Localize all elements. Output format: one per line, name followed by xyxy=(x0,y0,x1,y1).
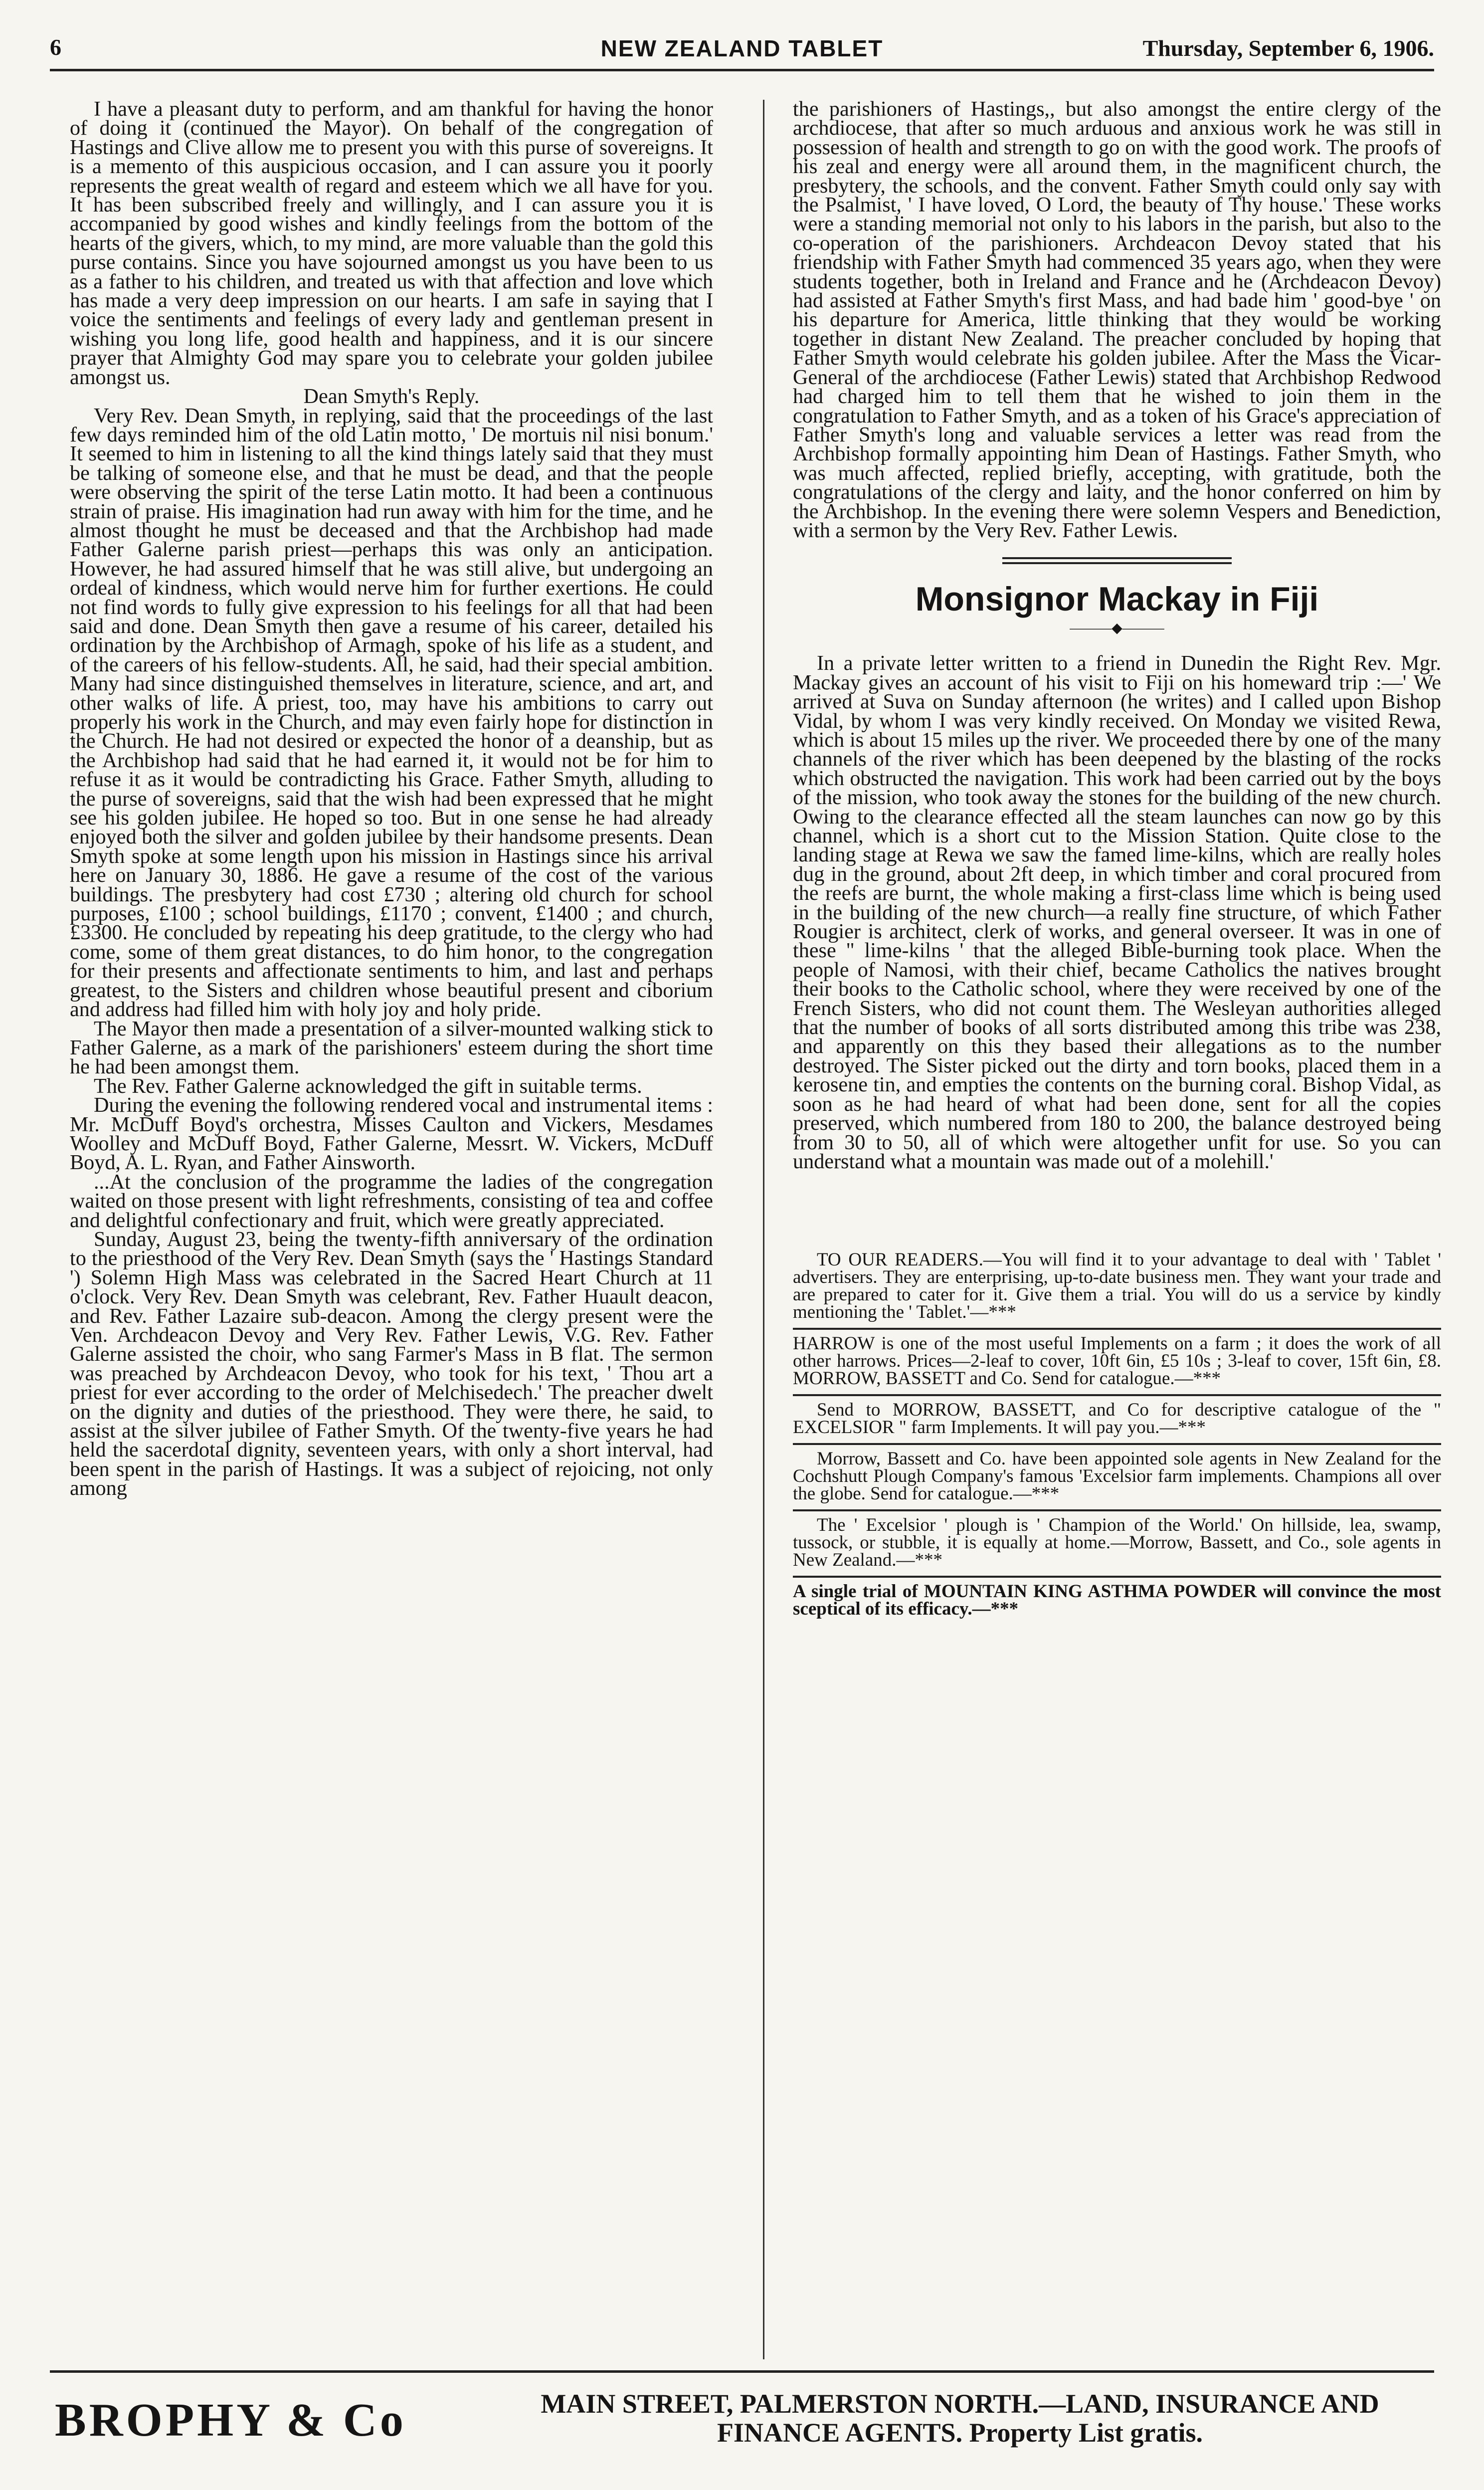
notice-excelsior xyxy=(793,1511,1441,1578)
footer-rule xyxy=(50,2370,1434,2373)
notice-text: Send to MORROW, BASSETT, and Co for descriptive catalogue of the " EXCELSIOR " farm Implements. It will pay you.—*** xyxy=(793,1400,1441,1438)
left-column xyxy=(70,97,713,1500)
notice-text: Morrow, Bassett and Co. have been appointed sole agents in New Zealand for the Cochshutt Plough Company's famous 'Excelsior farm implements. Champions all over the globe. Send for catalogue.—*** xyxy=(793,1449,1441,1504)
advertiser-details: MAIN STREET, PALMERSTON NORTH.—LAND, INSURANCE AND FINANCE AGENTS. Property List gratis. xyxy=(541,2389,1379,2448)
page-number: 6 xyxy=(50,34,61,60)
notice-harrow xyxy=(793,1330,1441,1396)
column-divider xyxy=(763,100,764,2359)
subhead-dean-reply: Dean Smyth's Reply. xyxy=(303,385,480,409)
dean-reply-paragraph: Very Rev. Dean Smyth, in replying, said that the proceedings of the last few days reminded him of the old Latin motto, ' De mortuis nil nisi bonum.' It seemed to him in listening to all the kind things lately said that they must be talking of someone else, and that he must be dead, and that the people were observing the spirit of the terse Latin motto. It had been a continuous strain of praise. His imagination had run away with him for the time, and he almost thought he must be deceased and that the Archbishop had made Father Galerne parish priest—perhaps this was only an anticipation. However, he had assured himself that he was still alive, but undergoing an ordeal of kindness, which would nerve him for further exertions. He could not find words to fully give expression to his feelings for all that had been said and done. Dean Smyth then gave a resume of his career, detailed his ordination by the Archbishop of Armagh, spoke of his life as a student, and of the careers of his fellow-students. All, he said, had their special ambition. Many had since distinguished themselves in literature, science, and art, and other walks of life. A priest, too, may have his ambitions to carry out properly his work in the Church, and may even fairly hope for distinction in the Church. He had not desired or expected the honor of a deanship, but as the Archbishop had said that he had earned it, it would not be for him to refuse it as it would be contradicting his Grace. Father Smyth, alluding to the purse of sovereigns, said that the wish had been expressed that he might see his golden jubilee. He hoped so too. But in one sense he had already enjoyed both the silver and golden jubilee by their handsome presents. Dean Smyth spoke at some length upon his mission in Hastings since his arrival here on January 30, 1886. He gave a resume of the cost of the various buildings. The presbytery had cost £730 ; altering old church for school purposes, £100 ; school buildings, £1170 ; convent, £1400 ; and church, £3300. He concluded by repeating his deep gratitude, to the clergy who had come, some of them great distances, to do him honor, to the congregation for their presents and affectionate sentiments to him, and last and perhaps greatest, to the Sisters and children whose beautiful present and ciborium and address had filled him with holy joy and holy pride. xyxy=(70,404,713,1022)
section-separator xyxy=(1002,557,1232,564)
galerne-thanks-paragraph: The Rev. Father Galerne acknowledged the gift in suitable terms. xyxy=(94,1074,642,1098)
right-column xyxy=(793,97,1441,1625)
notice-agents xyxy=(793,1445,1441,1511)
page-header xyxy=(50,34,1434,74)
refreshments-paragraph: ...At the conclusion of the programme the ladies of the congregation waited on those present with light refreshments, consisting of tea and coffee and delightful confectionary and fruit, which were greatly appreciated. xyxy=(70,1170,713,1232)
jubilee-mass-paragraph: Sunday, August 23, being the twenty-fifth anniversary of the ordination to the priesthood of the Very Rev. Dean Smyth (says the ' Hastings Standard ') Solemn High Mass was celebrated in the Sacred Heart Church at 11 o'clock. Very Rev. Dean Smyth was celebrant, Rev. Father Huault deacon, and Rev. Father Lazaire sub-deacon. Among the clergy present were the Ven. Archdeacon Devoy and Very Rev. Father Lewis, V.G. Rev. Father Galerne assisted the choir, who sang Farmer's Mass in B flat. The sermon was preached by Archdeacon Devoy, who took for his text, ' Thou art a priest for ever according to the order of Melchisedech.' The preacher dwelt on the dignity and duties of the priesthood. They were there, he said, to assist at the silver jubilee of Father Smyth. Of the twenty-five years he had held the sacerdotal dignity, seventeen years, with only a short interval, had been spent in the parish of Hastings. It was a subject of rejoicing, not only among xyxy=(70,1227,713,1500)
evening-items-paragraph: During the evening the following rendered vocal and instrumental items : Mr. McDuff Boyd's orchestra, Misses Caulton and Vickers, Mesdames Woolley and McDuff Boyd, Father Galerne, Messrt. W. Vickers, McDuff Boyd, A. L. Ryan, and Father Ainsworth. xyxy=(70,1093,713,1175)
advertiser-name: BROPHY & Co xyxy=(55,2394,406,2446)
footer-advertisement xyxy=(55,2389,1431,2459)
notice-text: HARROW is one of the most useful Implements on a farm ; it does the work of all other harrows. Prices—2-leaf to cover, 10ft 6in, £5 10s ; 3-leaf to cover, 15ft 6in, £8. MORROW, BASSETT and Co. Send for catalogue.—*** xyxy=(793,1333,1441,1389)
notice-catalogue xyxy=(793,1396,1441,1445)
notice-text: A single trial of MOUNTAIN KING ASTHMA POWDER will convince the most sceptical of its efficacy.—*** xyxy=(793,1581,1441,1620)
article-headline: Monsignor Mackay in Fiji xyxy=(915,580,1319,619)
continuation-paragraph: the parishioners of Hastings,, but also amongst the entire clergy of the archdiocese, that after so much arduous and anxious work he was still in possession of health and strength to go on with the good work. The proofs of his zeal and energy were all around them, in the magnificent church, the presbytery, the schools, and the convent. Father Smyth could only say with the Psalmist, ' I have loved, O Lord, the beauty of Thy house.' These works were a standing memorial not only to his labors in the parish, but also to the co-operation of the parishioners. Archdeacon Devoy stated that his friendship with Father Smyth had commenced 35 years ago, when they were students together, both in Ireland and France and he (Archdeacon Devoy) had assisted at Father Smyth's first Mass, and had bade him ' good-bye ' on his departure for America, little thinking that they would be working together in distant New Zealand. The preacher concluded by hoping that Father Smyth would celebrate his golden jubilee. After the Mass the Vicar-General of the archdiocese (Father Lewis) stated that Archbishop Redwood had charged him to tell them that he wished to join them in the congratulation to Father Smyth, and as a token of his Grace's appreciation of Father Smyth's long and valuable services a letter was read from the Archbishop formally appointing him Dean of Hastings. Father Smyth, who was much affected, replied briefly, accepting, with gratitude, both the congratulations of the clergy and laity, and the honor conferred on him by the Archbishop. In the evening there were solemn Vespers and Benediction, with a sermon by the Very Rev. Father Lewis. xyxy=(793,97,1441,542)
mayor-address-paragraph: I have a pleasant duty to perform, and am thankful for having the honor of doing it (continued the Mayor). On behalf of the congregation of Hastings and Clive allow me to present you with this purse of sovereigns. It is a memento of this auspicious occasion, and I can assure you it poorly represents the great wealth of regard and esteem which we all have for you. It has been subscribed freely and willingly, and I can assure you it is accompanied by good wishes and kindly feelings from the bottom of the hearts of the givers, which, to my mind, are more valuable than the gold this purse contains. Since you have sojourned amongst us you have been to us as a father to his children, and treated us with that affection and love which has made a very deep impression on our hearts. I am safe in saying that I voice the sentiments and feelings of every lady and gentleman present in wishing you long life, good health and happiness, and it is our sincere prayer that Almighty God may spare you to celebrate your golden jubilee amongst us. xyxy=(70,97,713,389)
masthead: NEW ZEALAND TABLET xyxy=(600,35,884,61)
fiji-article-paragraph: In a private letter written to a friend in Dunedin the Right Rev. Mgr. Mackay gives an account of his visit to Fiji on his homeward trip :—' We arrived at Suva on Sunday afternoon (he writes) and I called upon Bishop Vidal, by whom I was very kindly received. On Monday we visited Rewa, which is about 15 miles up the river. We proceeded there by one of the many channels of the river which has been deepened by the blasting of the rocks which obstructed the navigation. This work had been carried out by the boys of the mission, who took away the stones for the building of the new church. Owing to the clearance effected all the steam launches can now go by this channel, which is a short cut to the Mission Station. Quite close to the landing stage at Rewa we saw the famed lime-kilns, which are really holes dug in the ground, about 2ft deep, in which timber and coral procured from the reefs are burnt, the whole making a first-class lime which is being used in the building of the new church—a really fine structure, of which Father Rougier is architect, clerk of works, and general overseer. It was in one of these " lime-kilns ' that the alleged Bible-burning took place. When the people of Namosi, with their chief, became Catholics the natives brought their books to the Catholic school, where they were received by one of the French Sisters, who did not count them. The Wesleyan authorities alleged that the number of books of all sorts distributed among this tribe was 238, and apparently on this they based their allegations as to the number destroyed. The Sister picked out the dirty and torn books, placed them in a kerosene tin, and empties the contents on the burning coral. Bishop Vidal, as soon as he had heard of what had been done, sent for all the copies preserved, which numbered from 180 to 200, the balance destroyed being from 30 to 50, all of which were altogether unfit for use. So you can understand what a mountain was made out of a molehill.' xyxy=(793,651,1441,1173)
walking-stick-paragraph: The Mayor then made a presentation of a silver-mounted walking stick to Father Galerne, as a mark of the parishioners' esteem during the short time he had been amongst them. xyxy=(70,1017,713,1079)
notice-text: TO OUR READERS.—You will find it to your advantage to deal with ' Tablet ' advertisers. They are enterprising, up-to-date business men. They want your trade and are prepared to cater for it. Give them a trial. You will do us a service by kindly mentioning the ' Tablet.'—*** xyxy=(793,1249,1441,1323)
reader-notices xyxy=(793,1246,1441,1625)
notice-text: The ' Excelsior ' plough is ' Champion of the World.' On hillside, lea, swamp, tussock, or stubble, it is equally at home.—Morrow, Bassett, and Co., sole agents in New Zealand.—*** xyxy=(793,1515,1441,1571)
header-rule xyxy=(50,69,1434,71)
headline-ornament: ———◆——— xyxy=(1070,621,1164,636)
notice-readers xyxy=(793,1246,1441,1330)
issue-date: Thursday, September 6, 1906. xyxy=(1142,35,1434,61)
notice-asthma xyxy=(793,1578,1441,1625)
